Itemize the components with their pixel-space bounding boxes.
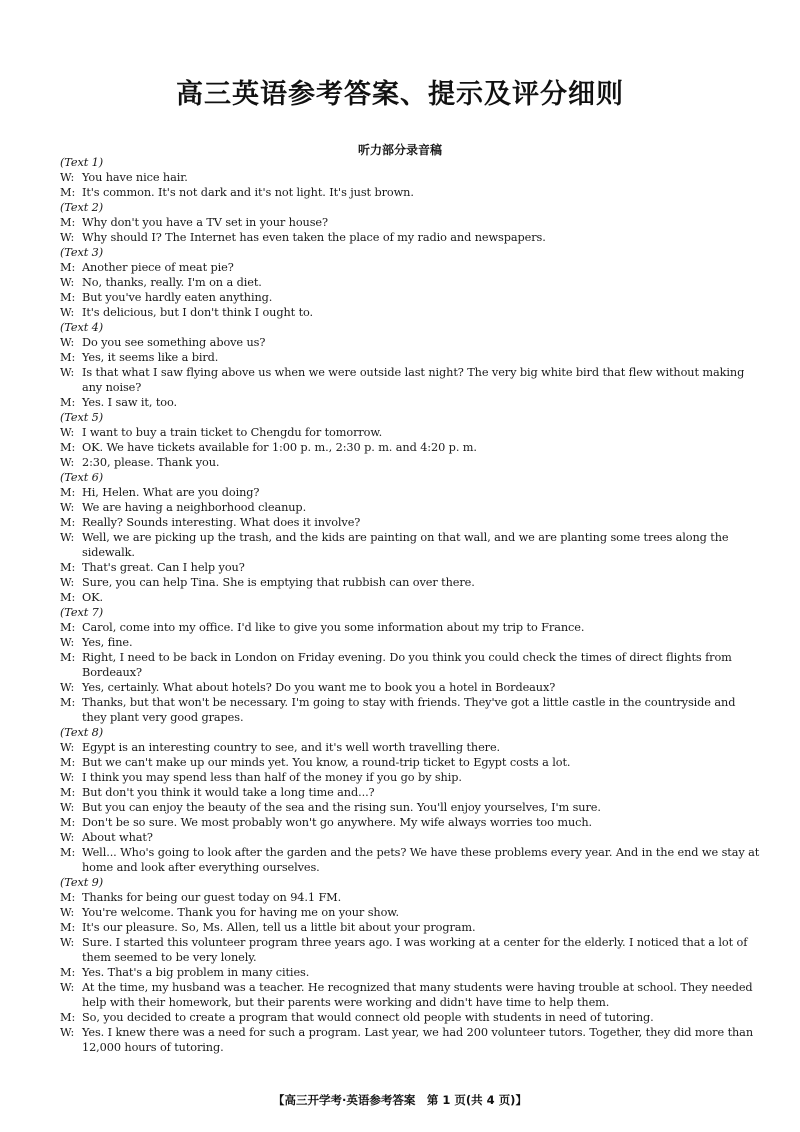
speaker-label: W: [60, 456, 75, 469]
speaker-label: M: [60, 441, 76, 454]
speaker-label: M: [60, 921, 76, 934]
dialogue-line [60, 290, 760, 305]
speaker-label: W: [60, 171, 75, 184]
dialogue-line [60, 800, 760, 815]
speaker-label: W: [60, 426, 75, 439]
utterance-text: Sure. I started this volunteer program three years ago. I was working at a center for the elderly. I noticed that a lot of them seemed to be very lonely. [82, 936, 748, 964]
dialogue-line [60, 965, 760, 980]
utterance-text: Sure, you can help Tina. She is emptying that rubbish can over there. [82, 576, 475, 589]
dialogue-line [60, 935, 760, 965]
utterance-text: Is that what I saw flying above us when we were outside last night? The very big white bird that flew without making any noise? [82, 366, 745, 394]
speaker-label: M: [60, 216, 76, 229]
speaker-label: M: [60, 621, 76, 634]
dialogue-line [60, 815, 760, 830]
utterance-text: 2:30, please. Thank you. [82, 456, 220, 469]
speaker-label: M: [60, 846, 76, 859]
dialogue-line [60, 830, 760, 845]
speaker-label: M: [60, 396, 76, 409]
dialogue-line [60, 485, 760, 500]
dialogue-line [60, 215, 760, 230]
dialogue-line [60, 755, 760, 770]
utterance-text: About what? [82, 831, 153, 844]
speaker-label: W: [60, 981, 75, 994]
utterance-text: Yes. That's a big problem in many cities. [82, 966, 310, 979]
dialogue-line [60, 425, 760, 440]
dialogue-line [60, 905, 760, 920]
speaker-label: W: [60, 681, 75, 694]
dialogue-line [60, 575, 760, 590]
utterance-text: We are having a neighborhood cleanup. [82, 501, 307, 514]
utterance-text: I think you may spend less than half of the money if you go by ship. [82, 771, 462, 784]
speaker-label: M: [60, 651, 76, 664]
speaker-label: W: [60, 531, 75, 544]
speaker-label: M: [60, 786, 76, 799]
utterance-text: Well... Who's going to look after the garden and the pets? We have these problems every year. And in the end we stay at home and look after everything ourselves. [82, 846, 760, 874]
dialogue-line [60, 1010, 760, 1025]
utterance-text: Well, we are picking up the trash, and the kids are painting on that wall, and we are planting some trees along the sidewalk. [82, 531, 729, 559]
speaker-label: M: [60, 966, 76, 979]
speaker-label: M: [60, 816, 76, 829]
dialogue-line [60, 335, 760, 350]
utterance-text: It's common. It's not dark and it's not light. It's just brown. [82, 186, 414, 199]
speaker-label: W: [60, 276, 75, 289]
dialogue-line [60, 845, 760, 875]
utterance-text: No, thanks, really. I'm on a diet. [82, 276, 262, 289]
utterance-text: You have nice hair. [82, 171, 188, 184]
speaker-label: M: [60, 261, 76, 274]
dialogue-line [60, 590, 760, 605]
utterance-text: OK. [82, 591, 103, 604]
utterance-text: Yes. I saw it, too. [82, 396, 177, 409]
dialogue-line [60, 395, 760, 410]
speaker-label: W: [60, 306, 75, 319]
page-title: 高三英语参考答案、提示及评分细则 [176, 79, 624, 110]
utterance-text: Carol, come into my office. I'd like to give you some information about my trip to France. [82, 621, 585, 634]
utterance-text: That's great. Can I help you? [82, 561, 245, 574]
speaker-label: M: [60, 561, 76, 574]
dialogue-line [60, 620, 760, 635]
dialogue-line [60, 455, 760, 470]
text-section-header: (Text 5) [60, 411, 104, 424]
dialogue-line [60, 185, 760, 200]
text-section-header: (Text 6) [60, 471, 104, 484]
dialogue-line [60, 305, 760, 320]
utterance-text: Another piece of meat pie? [82, 261, 234, 274]
utterance-text: But you can enjoy the beauty of the sea and the rising sun. You'll enjoy yourselves, I'm sure. [82, 801, 601, 814]
text-section-header: (Text 1) [60, 156, 104, 169]
dialogue-line [60, 920, 760, 935]
utterance-text: Do you see something above us? [82, 336, 266, 349]
utterance-text: Right, I need to be back in London on Friday evening. Do you think you could check the times of direct flights from Bordeaux? [82, 651, 732, 679]
dialogue-line [60, 275, 760, 290]
speaker-label: W: [60, 936, 75, 949]
speaker-label: W: [60, 801, 75, 814]
dialogue-line [60, 740, 760, 755]
utterance-text: OK. We have tickets available for 1:00 p. m., 2:30 p. m. and 4:20 p. m. [82, 441, 477, 454]
dialogue-line [60, 890, 760, 905]
speaker-label: M: [60, 486, 76, 499]
section-subtitle: 听力部分录音稿 [357, 143, 442, 157]
utterance-text: Yes. I knew there was a need for such a program. Last year, we had 200 volunteer tutors. Together, they did more than 12,000 hours of tutoring. [82, 1026, 753, 1054]
speaker-label: W: [60, 1026, 75, 1039]
utterance-text: So, you decided to create a program that would connect old people with students in need of tutoring. [82, 1011, 654, 1024]
speaker-label: W: [60, 831, 75, 844]
speaker-label: W: [60, 231, 75, 244]
dialogue-line [60, 170, 760, 185]
dialogue-line [60, 770, 760, 785]
speaker-label: W: [60, 336, 75, 349]
utterance-text: Why don't you have a TV set in your house? [82, 216, 328, 229]
dialogue-line [60, 365, 760, 395]
text-section-header: (Text 7) [60, 606, 104, 619]
speaker-label: M: [60, 351, 76, 364]
speaker-label: W: [60, 576, 75, 589]
speaker-label: M: [60, 186, 76, 199]
dialogue-line [60, 980, 760, 1010]
speaker-label: W: [60, 501, 75, 514]
utterance-text: You're welcome. Thank you for having me on your show. [82, 906, 399, 919]
utterance-text: Egypt is an interesting country to see, and it's well worth travelling there. [82, 741, 501, 754]
dialogue-line [60, 650, 760, 680]
utterance-text: But don't you think it would take a long time and...? [82, 786, 375, 799]
utterance-text: Don't be so sure. We most probably won't go anywhere. My wife always worries too much. [82, 816, 593, 829]
text-section-header: (Text 2) [60, 201, 104, 214]
dialogue-line [60, 515, 760, 530]
speaker-label: W: [60, 636, 75, 649]
page-footer: 【高三开学考·英语参考答案 第 1 页(共 4 页)】 [273, 1093, 527, 1107]
utterance-text: Why should I? The Internet has even taken the place of my radio and newspapers. [82, 231, 546, 244]
text-section-header: (Text 3) [60, 246, 104, 259]
utterance-text: I want to buy a train ticket to Chengdu for tomorrow. [82, 426, 383, 439]
speaker-label: W: [60, 366, 75, 379]
speaker-label: M: [60, 591, 76, 604]
utterance-text: Yes, certainly. What about hotels? Do you want me to book you a hotel in Bordeaux? [82, 681, 556, 694]
speaker-label: M: [60, 291, 76, 304]
utterance-text: It's delicious, but I don't think I ought to. [82, 306, 314, 319]
dialogue-line [60, 500, 760, 515]
dialogue-line [60, 530, 760, 560]
text-section-header: (Text 8) [60, 726, 104, 739]
utterance-text: Thanks, but that won't be necessary. I'm going to stay with friends. They've got a little castle in the countryside and they plant very good grapes. [82, 696, 736, 724]
dialogue-line [60, 560, 760, 575]
speaker-label: M: [60, 756, 76, 769]
dialogue-line [60, 350, 760, 365]
dialogue-line [60, 680, 760, 695]
speaker-label: W: [60, 741, 75, 754]
speaker-label: M: [60, 696, 76, 709]
speaker-label: W: [60, 906, 75, 919]
utterance-text: Yes, it seems like a bird. [82, 351, 219, 364]
text-section-header: (Text 4) [60, 321, 104, 334]
utterance-text: Yes, fine. [82, 636, 133, 649]
utterance-text: But you've hardly eaten anything. [82, 291, 273, 304]
speaker-label: M: [60, 516, 76, 529]
dialogue-line [60, 635, 760, 650]
utterance-text: It's our pleasure. So, Ms. Allen, tell us a little bit about your program. [82, 921, 476, 934]
utterance-text: But we can't make up our minds yet. You know, a round-trip ticket to Egypt costs a lot. [82, 756, 571, 769]
dialogue-line [60, 785, 760, 800]
dialogue-line [60, 230, 760, 245]
speaker-label: M: [60, 891, 76, 904]
dialogue-line [60, 440, 760, 455]
utterance-text: Hi, Helen. What are you doing? [82, 486, 260, 499]
dialogue-line [60, 1025, 760, 1055]
speaker-label: W: [60, 771, 75, 784]
text-section-header: (Text 9) [60, 876, 104, 889]
utterance-text: Really? Sounds interesting. What does it involve? [82, 516, 361, 529]
utterance-text: At the time, my husband was a teacher. He recognized that many students were having trouble at school. They needed help with their homework, but their parents were working and didn't have time to help them. [82, 981, 753, 1009]
dialogue-line [60, 695, 760, 725]
utterance-text: Thanks for being our guest today on 94.1 FM. [82, 891, 342, 904]
speaker-label: M: [60, 1011, 76, 1024]
listening-transcript [60, 155, 760, 1055]
dialogue-line [60, 260, 760, 275]
